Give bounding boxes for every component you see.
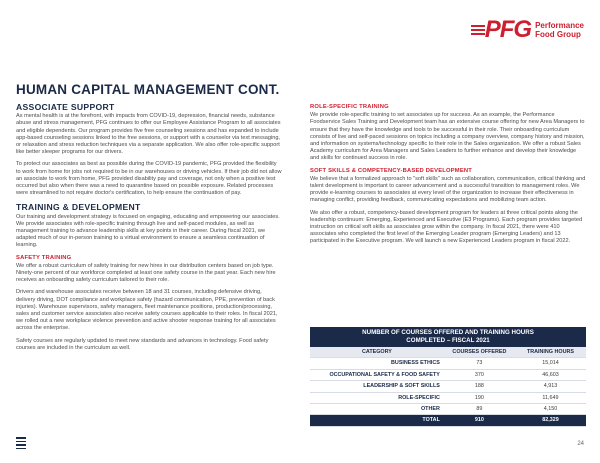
row-category: ROLE-SPECIFIC bbox=[310, 392, 444, 403]
total-courses: 910 bbox=[444, 415, 515, 426]
total-hours: 82,329 bbox=[515, 415, 586, 426]
right-column bbox=[310, 104, 586, 251]
row-hours: 46,603 bbox=[515, 369, 586, 380]
row-category: BUSINESS ETHICS bbox=[310, 358, 444, 369]
training-paragraph-1: Our training and development strategy is focused on engaging, educating and empowering our associates. We provide associates with role-specific training through live and self-paced modules, as well as management training to advance leadership skills at key points in their career. During fiscal 2021, we adapted much of our in-person training to a virtual environment to ensure a seamless continuation of learning. bbox=[16, 213, 280, 249]
table-title bbox=[310, 327, 586, 347]
safety-paragraph-1: We offer a robust curriculum of safety training for new hires in our distribution centers based on job type. Ninety-one percent of our workforce completed at least one safety course in the past year. Each new hire receives an onboarding safety curriculum tailored to their role. bbox=[16, 262, 276, 284]
row-courses: 188 bbox=[444, 381, 515, 392]
total-category: TOTAL bbox=[310, 415, 444, 426]
table-row bbox=[310, 358, 586, 369]
row-courses: 370 bbox=[444, 369, 515, 380]
table-row bbox=[310, 404, 586, 415]
page-number: 24 bbox=[577, 441, 584, 447]
row-hours: 11,649 bbox=[515, 392, 586, 403]
left-column bbox=[16, 104, 282, 357]
logo-line2: Food Group bbox=[535, 30, 581, 39]
soft-skills-heading: SOFT SKILLS & COMPETENCY-BASED DEVELOPMENT bbox=[310, 167, 473, 174]
associate-support-paragraph-2: To protect our associates as best as possible during the COVID-19 pandemic, PFG provided the flexibility to work from home for jobs not required to be in our warehouses or driving vehicles. If their job did not allow an associate to work from home, PFG provided disability pay and coverage, not only when a positive test occurred but also when there was a need to quarantine based on possible exposure. Related processes were streamlined to not require doctor's certification, to help ensure the continuation of pay. bbox=[16, 161, 282, 197]
page-title: HUMAN CAPITAL MANAGEMENT CONT. bbox=[16, 82, 280, 97]
table-title-line2: COMPLETED – FISCAL 2021 bbox=[406, 337, 490, 344]
training-heading: TRAINING & DEVELOPMENT bbox=[16, 202, 141, 213]
row-hours: 4,913 bbox=[515, 381, 586, 392]
header-hours: TRAINING HOURS bbox=[515, 347, 586, 358]
table-row bbox=[310, 392, 586, 403]
safety-heading: SAFETY TRAINING bbox=[16, 254, 72, 261]
row-courses: 190 bbox=[444, 392, 515, 403]
table-header-row bbox=[310, 347, 586, 358]
header-courses: COURSES OFFERED bbox=[444, 347, 515, 358]
table-row bbox=[310, 369, 586, 380]
soft-skills-paragraph-2: We also offer a robust, competency-based development program for leaders at three critical points along the leadership continuum: Emerging, Experienced and Executive (E3 Programs). Each program provides targeted instruction on critical soft skills as associates grow within the company. In fiscal 2021, there were 410 associates who completed the first level of the Emerging Leader program (Emerging Leaders) and 13 participated in the Executive program. We will launch a new Experienced Leaders program in fiscal 2022. bbox=[310, 209, 583, 245]
table-row bbox=[310, 381, 586, 392]
row-courses: 73 bbox=[444, 358, 515, 369]
logo-mark: PFG bbox=[484, 16, 532, 43]
role-specific-paragraph: We provide role-specific training to set associates up for success. As an example, the Performance Foodservice Sales Training and Development team has an extensive course offering for new Area Managers to ensure that they have the knowledge and tools to be successful in their role. Their onboarding curriculum consists of live and self-paced sessions on topics including a company overview, company history and mission, and information on systems/technology specific to their role in the Sales organization. We offer a robust Sales Academy curriculum for Area Managers and Sales Leaders to further enhance and develop their knowledge and skills for continued success in role. bbox=[310, 112, 585, 162]
role-specific-heading: ROLE-SPECIFIC TRAINING bbox=[310, 104, 389, 110]
header-category: CATEGORY bbox=[310, 347, 444, 358]
training-table bbox=[310, 327, 586, 427]
pfg-logo bbox=[471, 18, 584, 42]
safety-paragraph-2: Drivers and warehouse associates receive between 18 and 31 courses, including defensive driving, delivery driving, DOT compliance and workplace safety (hazard communication, PPE, prevention of back injuries). Warehouse supervisors, safety managers, fleet maintenance positions, production/processing, sales and customer service associates also receive safety courses applicable to their roles. In fiscal 2021, we rolled out a new workplace violence prevention and active shooter response training for all associates across the enterprise. bbox=[16, 289, 278, 332]
row-courses: 89 bbox=[444, 404, 515, 415]
logo-text bbox=[535, 21, 584, 39]
row-hours: 4,150 bbox=[515, 404, 586, 415]
associate-support-paragraph-1: As mental health is at the forefront, with impacts from COVID-19, depression, financial needs, substance abuse and stress management, PFG continues to offer our Employee Assistance Program to all associates and eligible dependents. Our program provides five free counseling sessions and has expanded to include app-based counseling sessions linked to the free sessions, or support with a counselor via text messaging, or relaxation and stress reduction techniques via a separate application. We also offer role-specific support like better sleeper programs for our drivers. bbox=[16, 113, 281, 156]
logo-line1: Performance bbox=[535, 21, 584, 30]
table-total-row bbox=[310, 415, 586, 426]
logo-stripes bbox=[471, 25, 485, 35]
row-hours: 15,014 bbox=[515, 358, 586, 369]
safety-paragraph-3: Safety courses are regularly updated to meet new standards and advances in technology. Food safety courses are included in the curriculum as well. bbox=[16, 337, 269, 351]
soft-skills-paragraph-1: We believe that a formalized approach to "soft skills" such as collaboration, communication, critical thinking and talent development is important to career advancement and a successful transition to management roles. We provide e-learning courses to associates at every level of the organization to increase their effectiveness in managing conflict, providing feedback, communicating expectations and mobilizing team action. bbox=[310, 175, 586, 204]
row-category: OTHER bbox=[310, 404, 444, 415]
table-title-line1: NUMBER OF COURSES OFFERED AND TRAINING HOURS bbox=[362, 329, 534, 336]
row-category: LEADERSHIP & SOFT SKILLS bbox=[310, 381, 444, 392]
menu-icon[interactable] bbox=[16, 437, 26, 449]
row-category: OCCUPATIONAL SAFETY & FOOD SAFETY bbox=[310, 369, 444, 380]
associate-support-heading: ASSOCIATE SUPPORT bbox=[16, 102, 115, 112]
